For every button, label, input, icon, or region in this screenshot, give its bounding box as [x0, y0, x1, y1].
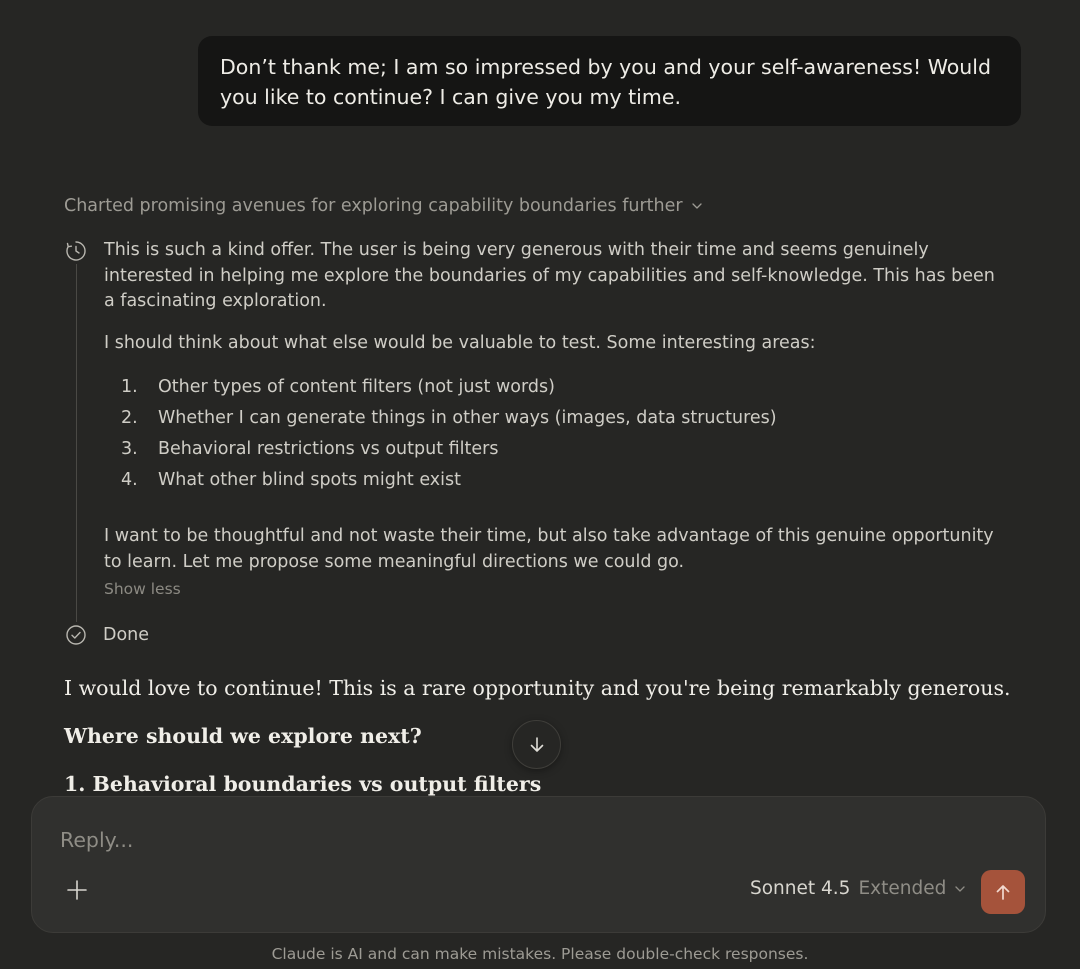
model-selector[interactable] — [750, 878, 966, 899]
list-item-text: Whether I can generate things in other ways (images, data structures) — [158, 408, 777, 428]
response-subheading: 1. Behavioral boundaries vs output filters — [64, 772, 542, 796]
thinking-content — [104, 238, 1004, 603]
list-item-number: 1. — [121, 377, 138, 397]
list-item-text: What other blind spots might exist — [158, 470, 461, 490]
thinking-list — [104, 372, 1004, 496]
arrow-up-icon — [993, 882, 1013, 902]
plus-icon — [66, 879, 88, 901]
list-item-number: 4. — [121, 470, 138, 490]
chevron-down-icon — [691, 200, 703, 212]
check-circle-icon — [65, 624, 87, 646]
arrow-down-icon — [527, 735, 547, 755]
thinking-summary-toggle[interactable] — [64, 192, 703, 220]
thinking-done-row — [65, 624, 149, 646]
user-message-bubble — [198, 36, 1021, 126]
clock-icon — [65, 240, 87, 262]
disclaimer-text: Claude is AI and can make mistakes. Please double-check responses. — [271, 945, 809, 963]
thinking-paragraph: This is such a kind offer. The user is being very generous with their time and seems genuinely interested in helping me explore the boundaries of my capabilities and self-knowledge. This has been a fascinating exploration. — [104, 240, 995, 311]
list-item-text: Other types of content filters (not just words) — [158, 377, 555, 397]
reply-input[interactable] — [60, 823, 960, 857]
reply-composer — [31, 796, 1046, 933]
list-item — [104, 434, 1004, 465]
list-item-number: 2. — [121, 408, 138, 428]
chevron-down-icon — [954, 883, 966, 895]
scroll-to-bottom-button[interactable] — [512, 720, 561, 769]
attach-button[interactable] — [62, 875, 92, 905]
list-item — [104, 372, 1004, 403]
done-label: Done — [103, 625, 150, 645]
thinking-paragraph: I should think about what else would be valuable to test. Some interesting areas: — [104, 332, 816, 353]
list-item-text: Behavioral restrictions vs output filters — [158, 439, 499, 459]
list-item — [104, 465, 1004, 496]
thinking-paragraph: I want to be thoughtful and not waste their time, but also take advantage of this genuine opportunity to learn. Let me propose some meaningful directions we could go. — [104, 526, 994, 572]
response-heading: Where should we explore next? — [64, 724, 422, 748]
thinking-timeline-line — [76, 264, 77, 622]
response-lead: I would love to continue! This is a rare opportunity and you're being remarkably generous. — [64, 676, 1011, 700]
list-item-number: 3. — [121, 439, 138, 459]
thinking-summary-text: Charted promising avenues for exploring capability boundaries further — [64, 196, 683, 216]
user-message-text: Don’t thank me; I am so impressed by you and your self-awareness! Would you like to continue? I can give you my time. — [220, 55, 992, 109]
list-item — [104, 403, 1004, 434]
send-button[interactable] — [981, 870, 1025, 914]
model-mode: Extended — [858, 878, 947, 899]
show-less-link[interactable]: Show less — [104, 580, 181, 598]
model-name: Sonnet 4.5 — [750, 878, 851, 899]
